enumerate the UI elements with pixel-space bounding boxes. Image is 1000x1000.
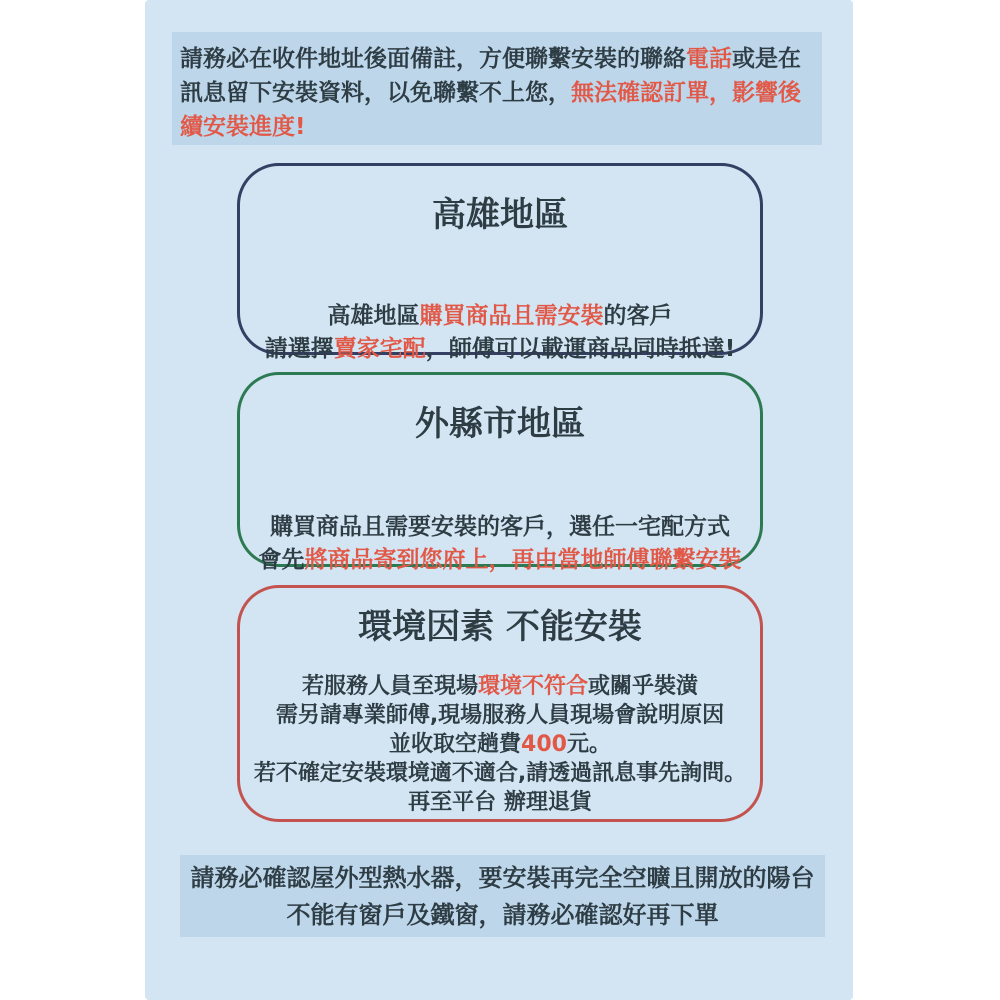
text-line: 若不確定安裝環境適不適合,請透過訊息事先詢問。: [253, 761, 747, 786]
text-line: 訊息留下安裝資料，以免聯繫不上您，無法確認訂單，影響後: [180, 80, 801, 106]
main-panel: [145, 0, 853, 1000]
text-line: 請務必確認屋外型熱水器，要安裝再完全空曠且開放的陽台: [190, 864, 815, 892]
outdoor-heater-notice: [180, 855, 825, 937]
other-counties-box-body: [240, 511, 760, 577]
text-line: 請選擇賣家宅配，師傅可以載運商品同時抵達!: [264, 336, 736, 362]
text-line: 若服務人員至現場環境不符合或關乎裝潢: [301, 674, 699, 699]
kaohsiung-box-body: [240, 300, 760, 366]
contact-info-notice: [172, 32, 822, 145]
text-line: 高雄地區購買商品且需安裝的客戶: [327, 303, 673, 329]
other-counties-box-title: 外縣市地區: [415, 404, 585, 444]
kaohsiung-box-title: 高雄地區: [432, 195, 568, 235]
text-line: 請務必在收件地址後面備註，方便聯繫安裝的聯絡電話或是在: [180, 46, 801, 72]
text-line: 會先將商品寄到您府上，再由當地師傅聯繫安裝: [258, 547, 742, 573]
text-line: 再至平台 辦理退貨: [408, 790, 592, 815]
text-line: 購買商品且需要安裝的客戶，選任一宅配方式: [270, 514, 730, 540]
text-line: 續安裝進度!: [180, 114, 306, 140]
text-line: 需另請專業師傅,現場服務人員現場會說明原因: [275, 703, 725, 728]
environment-box-body: [240, 672, 760, 817]
text-line: 不能有窗戶及鐵窗，請務必確認好再下單: [286, 901, 719, 929]
environment-box-title: 環境因素 不能安裝: [358, 607, 642, 647]
region-box-other-counties: [237, 372, 763, 573]
text-line: 並收取空趟費400元。: [389, 732, 611, 757]
region-box-kaohsiung: [237, 163, 763, 362]
region-box-environment-restriction: [237, 585, 763, 822]
